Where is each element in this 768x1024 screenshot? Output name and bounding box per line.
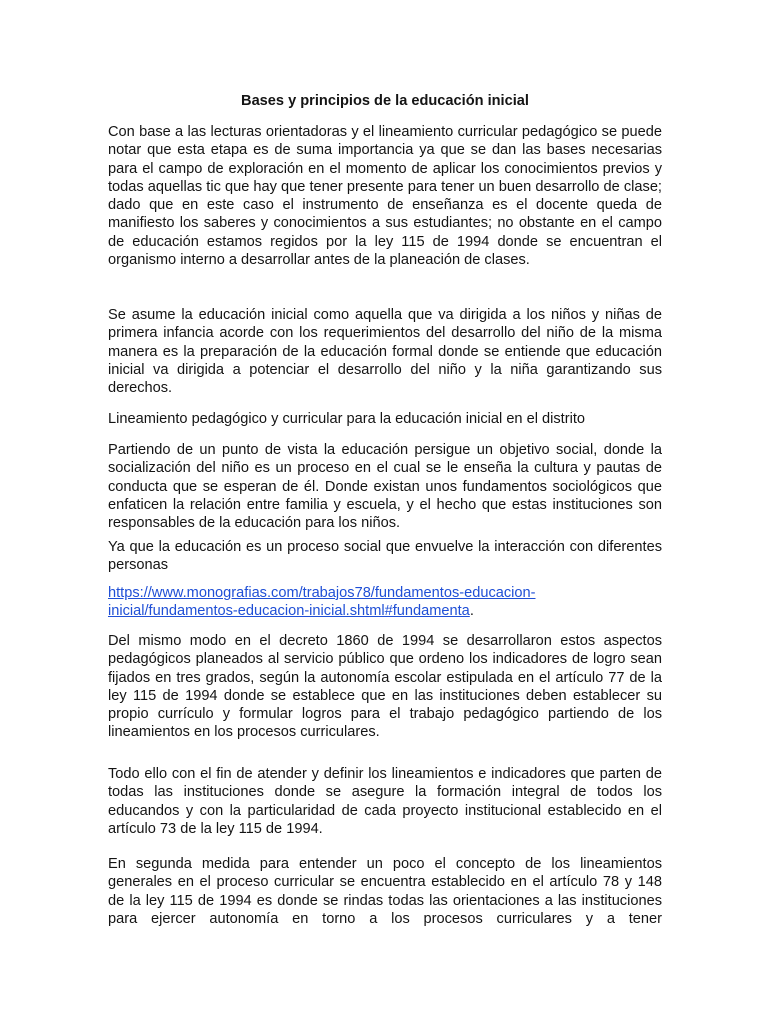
paragraph-proceso-social: Ya que la educación es un proceso social que envuelve la interacción con diferentes personas: [108, 539, 662, 574]
paragraph-educacion-inicial: Se asume la educación inicial como aquella que va dirigida a los niños y niñas de primera infancia acorde con los requerimientos del desarrollo del niño de la misma manera es la preparación de la educación formal donde se entiende que educación inicial va dirigida a potenciar el desarrollo del niño y la niña garantizando sus derechos.: [108, 307, 662, 397]
paragraph-decreto-1860: Del mismo modo en el decreto 1860 de 1994 se desarrollaron estos aspectos pedagógicos planeados al servicio público que ordeno los indicadores de logro sean fijados en tres grados, según la autonomía escolar estipulada en el artículo 77 de la ley 115 de 1994 donde se establece que en las instituciones deben establecer su propio currículo y formular logros para el trabajo pedagógico partiendo de los lineamientos en los procesos curriculares.: [108, 633, 662, 741]
paragraph-objetivo-social: Partiendo de un punto de vista la educación persigue un objetivo social, donde la socialización del niño es un proceso en el cual se le enseña la cultura y pautas de conducta que se esperan de él. Donde existan unos fundamentos sociológicos que enfaticen la relación entre familia y escuela, y el hecho que estas instituciones son responsables de la educación para los niños.: [108, 442, 662, 532]
paragraph-formacion-integral: Todo ello con el fin de atender y definir los lineamientos e indicadores que parten de todas las instituciones donde se asegure la formación integral de todos los educandos y con la particularidad de cada proyecto institucional establecido en el artículo 73 de la ley 115 de 1994.: [108, 766, 662, 837]
section-heading-lineamiento: Lineamiento pedagógico y curricular para la educación inicial en el distrito: [108, 411, 586, 427]
source-link[interactable]: https://www.monografias.com/trabajos78/fundamentos-educacion-inicial/fundamentos-educacion-inicial.shtml#fundamenta: [108, 585, 536, 620]
document-title: Bases y principios de la educación inicial: [241, 93, 529, 109]
reference-link-paragraph: [108, 584, 662, 621]
link-trailing-period: .: [469, 603, 474, 620]
paragraph-segunda-medida: En segunda medida para entender un poco el concepto de los lineamientos generales en el proceso curricular se encuentra establecido en el artículo 78 y 148 de la ley 115 de 1994 es donde se rindas todas las orientaciones a las instituciones para ejercer autonomía en torno a los procesos curriculares y a tener: [108, 856, 662, 927]
paragraph-bases: Con base a las lecturas orientadoras y el lineamiento curricular pedagógico se puede notar que esta etapa es de suma importancia ya que se dan las bases necesarias para el campo de exploración en el momento de aplicar los conocimientos previos y todas aquellas tic que hay que tener presente para tener un buen desarrollo de clase; dado que en este caso el instrumento de enseñanza es el docente queda de manifiesto los saberes y conocimientos a sus estudiantes; no obstante en el campo de educación estamos regidos por la ley 115 de 1994 donde se encuentran el organismo interno a desarrollar antes de la planeación de clases.: [108, 124, 662, 269]
